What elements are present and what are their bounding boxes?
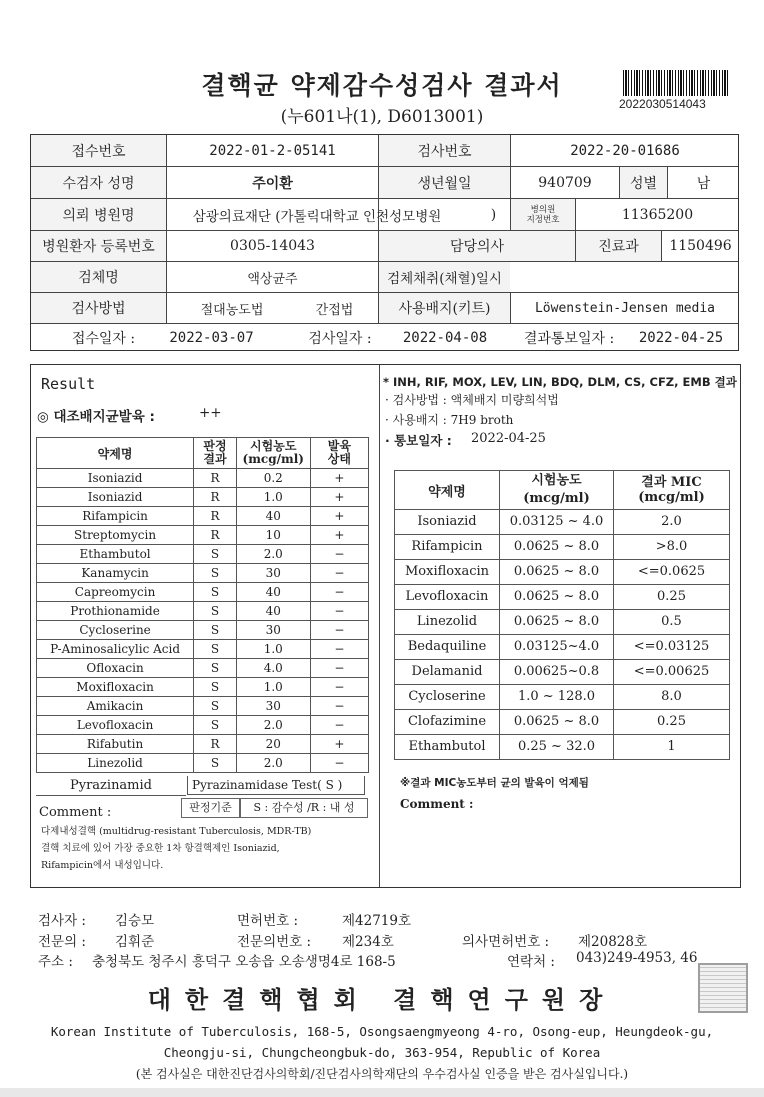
contact-label: 연락처 : [507, 954, 555, 970]
document-subtitle: (누601나(1), D6013001) [280, 107, 484, 127]
cell-growth: − [310, 602, 368, 621]
col-growth-1: 발육 [327, 439, 351, 453]
cell-drug: P-Aminosalicylic Acid [37, 640, 194, 659]
cell-drug: Rifampicin [37, 507, 194, 526]
table-row [395, 735, 730, 760]
mic-cell-mic: <=0.03125 [614, 635, 730, 660]
col-conc-2: (mcg/ml) [242, 452, 304, 466]
method-absolute: 절대농도법 [200, 302, 264, 318]
test-no: 2022-20-01686 [570, 142, 680, 159]
cell-drug: Amikacin [37, 697, 194, 716]
address-label: 주소 : [38, 954, 73, 970]
cell-growth: − [310, 583, 368, 602]
cell-verdict: R [194, 469, 237, 488]
mic-cell-mic: 8.0 [614, 685, 730, 710]
cell-verdict: S [194, 564, 237, 583]
mic-cell-mic: >8.0 [614, 535, 730, 560]
cell-drug: Capreomycin [37, 583, 194, 602]
cell-growth: + [310, 526, 368, 545]
mic-cell-drug: Linezolid [395, 610, 500, 635]
cell-conc: 40 [236, 583, 310, 602]
mic-cell-conc: 1.0 ~ 128.0 [500, 685, 614, 710]
contact-value: 043)249-4953, 46 [576, 950, 698, 966]
table-row [395, 660, 730, 685]
table-row [37, 640, 369, 659]
table-row [395, 585, 730, 610]
address-value: 충청북도 청주시 흥덕구 오송읍 오송생명4로 168-5 [92, 954, 396, 970]
test-date-label: 검사일자 : [308, 330, 372, 347]
cell-conc: 2.0 [236, 716, 310, 735]
designation-label-1: 병의원 [530, 204, 556, 215]
registration-label: 병원환자 등록번호 [31, 231, 166, 261]
table-row [395, 560, 730, 585]
cell-drug: Levofloxacin [37, 716, 194, 735]
cell-conc: 30 [236, 564, 310, 583]
mic-cell-mic: 1 [614, 735, 730, 760]
method-label: 검사방법 [31, 293, 166, 323]
sex: 남 [696, 175, 711, 192]
doctor-label: 담당의사 [379, 231, 575, 261]
cell-verdict: S [194, 659, 237, 678]
mic-res-2: (mcg/ml) [638, 490, 705, 505]
mic-cell-conc: 0.03125 ~ 4.0 [500, 510, 614, 535]
cell-verdict: S [194, 640, 237, 659]
mic-cell-drug: Clofazimine [395, 710, 500, 735]
mic-res-1: 결과 MIC [641, 475, 702, 490]
right-report-date: 2022-04-25 [471, 431, 546, 446]
specialist-no: 제234호 [342, 934, 394, 950]
table-row [37, 583, 369, 602]
mic-cell-mic: 0.25 [614, 585, 730, 610]
cell-drug: Linezolid [37, 754, 194, 773]
registration-no: 0305-14043 [230, 238, 315, 254]
barcode-number: 2022030514043 [619, 97, 706, 111]
cell-growth: − [310, 754, 368, 773]
specialist-no-label: 전문의번호 : [237, 934, 312, 950]
license-label: 면허번호 : [237, 913, 299, 929]
cell-verdict: S [194, 754, 237, 773]
table-row [37, 469, 369, 488]
birth-label: 생년월일 [379, 167, 510, 198]
cell-verdict: S [194, 545, 237, 564]
table-row [37, 602, 369, 621]
mic-result-table [394, 470, 730, 760]
mic-cell-drug: Cycloserine [395, 685, 500, 710]
cell-growth: + [310, 735, 368, 754]
cell-verdict: S [194, 678, 237, 697]
mic-col-concentration [500, 471, 614, 510]
test-no-label: 검사번호 [379, 135, 510, 166]
cell-growth: − [310, 564, 368, 583]
cell-growth: − [310, 545, 368, 564]
cell-conc: 30 [236, 697, 310, 716]
table-row [395, 510, 730, 535]
document-title: 결핵균 약제감수성검사 결과서 [201, 71, 563, 100]
cell-conc: 2.0 [236, 545, 310, 564]
col-drug: 약제명 [37, 438, 194, 469]
designation-label [511, 199, 575, 230]
cell-conc: 0.2 [236, 469, 310, 488]
mic-cell-drug: Isoniazid [395, 510, 500, 535]
license-no: 제42719호 [342, 913, 412, 929]
english-address-2: Cheongju-si, Chungcheongbuk-do, 363-954, Republic of Korea [163, 1045, 601, 1060]
tester-name: 김승모 [115, 913, 155, 929]
mic-cell-mic: 0.25 [614, 710, 730, 735]
sex-label: 성별 [620, 167, 667, 198]
patient-info-grid [30, 134, 739, 351]
cell-verdict: S [194, 716, 237, 735]
col-growth [310, 438, 368, 469]
cell-drug: Isoniazid [37, 469, 194, 488]
cell-conc: 40 [236, 507, 310, 526]
table-row [37, 507, 369, 526]
test-date: 2022-04-08 [402, 329, 488, 346]
collection-label: 검체채취(채혈)일시 [379, 262, 510, 292]
cell-growth: − [310, 697, 368, 716]
table-row [395, 685, 730, 710]
specimen-value: 액상균주 [247, 271, 298, 287]
table-row [37, 697, 369, 716]
cell-conc: 1.0 [236, 488, 310, 507]
cell-drug: Ethambutol [37, 545, 194, 564]
mic-cell-conc: 0.25 ~ 32.0 [500, 735, 614, 760]
report-date-label: 결과통보일자 : [523, 330, 615, 347]
criteria-value: S : 감수성 /R : 내 성 [240, 798, 368, 818]
right-comment-label: Comment : [400, 797, 474, 811]
cell-verdict: S [194, 602, 237, 621]
report-date: 2022-04-25 [638, 329, 724, 346]
cell-conc: 1.0 [236, 678, 310, 697]
bottom-bar [0, 1088, 764, 1097]
cell-verdict: S [194, 697, 237, 716]
table-row [37, 621, 369, 640]
cell-growth: − [310, 640, 368, 659]
mic-cell-conc: 0.0625 ~ 8.0 [500, 610, 614, 635]
mic-cell-conc: 0.03125~4.0 [500, 635, 614, 660]
cell-conc: 20 [236, 735, 310, 754]
receipt-date: 2022-03-07 [169, 329, 254, 346]
certification-note: (본 검사실은 대한진단검사의학회/진단검사의학재단의 우수검사실 인증을 받은 검사실입니다.) [135, 1067, 629, 1081]
cell-verdict: S [194, 583, 237, 602]
mic-cell-mic: 2.0 [614, 510, 730, 535]
method-indirect: 간접법 [315, 302, 354, 318]
cell-drug: Rifabutin [37, 735, 194, 754]
table-row [395, 710, 730, 735]
right-medium: · 사용배지 : 7H9 broth [385, 413, 514, 427]
cell-verdict: S [194, 621, 237, 640]
mic-conc-2: (mcg/ml) [523, 491, 590, 506]
mic-cell-drug: Rifampicin [395, 535, 500, 560]
left-comment-label: Comment : [39, 805, 112, 820]
specimen-label: 검체명 [31, 262, 166, 292]
cell-drug: Cycloserine [37, 621, 194, 640]
cell-verdict: R [194, 507, 237, 526]
left-result-table [36, 437, 369, 773]
mic-cell-drug: Moxifloxacin [395, 560, 500, 585]
birth-date: 940709 [538, 174, 592, 191]
cell-conc: 2.0 [236, 754, 310, 773]
mic-cell-drug: Ethambutol [395, 735, 500, 760]
col-concentration [236, 438, 310, 469]
receipt-no: 2022-01-2-05141 [209, 142, 336, 159]
mic-cell-drug: Delamanid [395, 660, 500, 685]
cell-growth: + [310, 469, 368, 488]
cell-drug: Isoniazid [37, 488, 194, 507]
mic-cell-conc: 0.0625 ~ 8.0 [500, 585, 614, 610]
hospital-close: ) [490, 206, 497, 223]
result-label: Result [41, 375, 96, 393]
table-row [37, 678, 369, 697]
col-verdict-1: 판정 [203, 439, 227, 453]
cell-growth: + [310, 507, 368, 526]
table-row [37, 488, 369, 507]
tester-label: 검사자 : [38, 913, 86, 929]
mic-cell-conc: 0.0625 ~ 8.0 [500, 560, 614, 585]
specialist-name: 김휘준 [115, 934, 155, 950]
right-report-label: · 통보일자 : [385, 433, 452, 448]
table-row [37, 545, 369, 564]
cell-drug: Moxifloxacin [37, 678, 194, 697]
comment-line-2: 결핵 치료에 있어 가장 중요한 1차 항결핵제인 Isoniazid, [41, 843, 280, 854]
table-row [395, 535, 730, 560]
designation-label-2: 지정번호 [526, 214, 560, 225]
criteria-label: 판정기준 [181, 798, 240, 818]
table-row [37, 754, 369, 773]
organization-name: 대한결핵협회 결핵연구원장 [147, 986, 617, 1014]
comment-line-3: Rifampicin에서 내성입니다. [41, 860, 164, 871]
hospital-name: 삼광의료재단 (가톨릭대학교 인천성모병원 [192, 208, 442, 225]
table-row [37, 526, 369, 545]
cell-growth: − [310, 659, 368, 678]
barcode [623, 70, 728, 96]
col-growth-2: 상태 [327, 452, 351, 466]
table-row [37, 735, 369, 754]
cell-drug: Streptomycin [37, 526, 194, 545]
department-value: 1150496 [669, 238, 732, 254]
cell-conc: 4.0 [236, 659, 310, 678]
cell-verdict: R [194, 526, 237, 545]
cell-drug: Prothionamide [37, 602, 194, 621]
table-row [395, 635, 730, 660]
mic-note: ※결과 MIC농도부터 균의 발육이 억제됨 [400, 777, 589, 789]
table-row [37, 659, 369, 678]
right-method: · 검사방법 : 액체배지 미량희석법 [385, 393, 559, 407]
cell-growth: − [310, 621, 368, 640]
designation-no: 11365200 [621, 206, 694, 223]
cell-growth: − [310, 716, 368, 735]
results-section [30, 364, 741, 888]
mic-cell-mic: 0.5 [614, 610, 730, 635]
patient-name-label: 수검자 성명 [31, 167, 166, 198]
mic-col-result [614, 471, 730, 510]
left-comment-text [41, 823, 311, 874]
mic-cell-conc: 0.00625~0.8 [500, 660, 614, 685]
mic-cell-drug: Levofloxacin [395, 585, 500, 610]
control-growth-value: ++ [199, 405, 222, 421]
table-row [37, 564, 369, 583]
comment-line-1: 다제내성결핵 (multidrug-resistant Tuberculosis, MDR-TB) [41, 826, 312, 837]
cell-growth: + [310, 488, 368, 507]
cell-conc: 10 [236, 526, 310, 545]
pza-drug: Pyrazinamid [36, 776, 186, 796]
control-growth-label: ◎ 대조배지균발육 : [37, 409, 155, 425]
cell-drug: Kanamycin [37, 564, 194, 583]
cell-verdict: R [194, 488, 237, 507]
english-address-1: Korean Institute of Tuberculosis, 168-5, Osongsaengmyeong 4-ro, Osong-eup, Heungdeok-gu, [50, 1024, 714, 1039]
cell-conc: 1.0 [236, 640, 310, 659]
mic-col-drug: 약제명 [395, 471, 500, 510]
hospital-label: 의뢰 병원명 [31, 199, 166, 230]
mic-cell-mic: <=0.00625 [614, 660, 730, 685]
medium-label: 사용배지(키트) [379, 293, 510, 323]
table-row [395, 610, 730, 635]
cell-drug: Ofloxacin [37, 659, 194, 678]
doctor-license-no: 제20828호 [578, 934, 648, 950]
pza-result: Pyrazinamidase Test( S ) [187, 776, 365, 795]
table-row [37, 716, 369, 735]
doctor-license-label: 의사면허번호 : [462, 934, 550, 950]
drug-list: * INH, RIF, MOX, LEV, LIN, BDQ, DLM, CS, CFZ, EMB 결과 [383, 375, 737, 389]
cell-verdict: R [194, 735, 237, 754]
patient-name: 주이환 [252, 175, 293, 192]
col-conc-1: 시험농도 [250, 439, 297, 453]
cell-conc: 40 [236, 602, 310, 621]
cell-growth: − [310, 678, 368, 697]
mic-cell-mic: <=0.0625 [614, 560, 730, 585]
specialist-label: 전문의 : [38, 934, 86, 950]
cell-conc: 30 [236, 621, 310, 640]
medium-value: Löwenstein-Jensen media [534, 300, 715, 316]
col-verdict-2: 결과 [203, 452, 227, 466]
mic-cell-conc: 0.0625 ~ 8.0 [500, 710, 614, 735]
mic-cell-conc: 0.0625 ~ 8.0 [500, 535, 614, 560]
col-verdict [194, 438, 237, 469]
receipt-no-label: 접수번호 [31, 135, 166, 166]
department-label: 진료과 [576, 231, 661, 261]
receipt-date-label: 접수일자 : [71, 330, 136, 347]
mic-cell-drug: Bedaquiline [395, 635, 500, 660]
mic-conc-1: 시험농도 [531, 473, 582, 488]
